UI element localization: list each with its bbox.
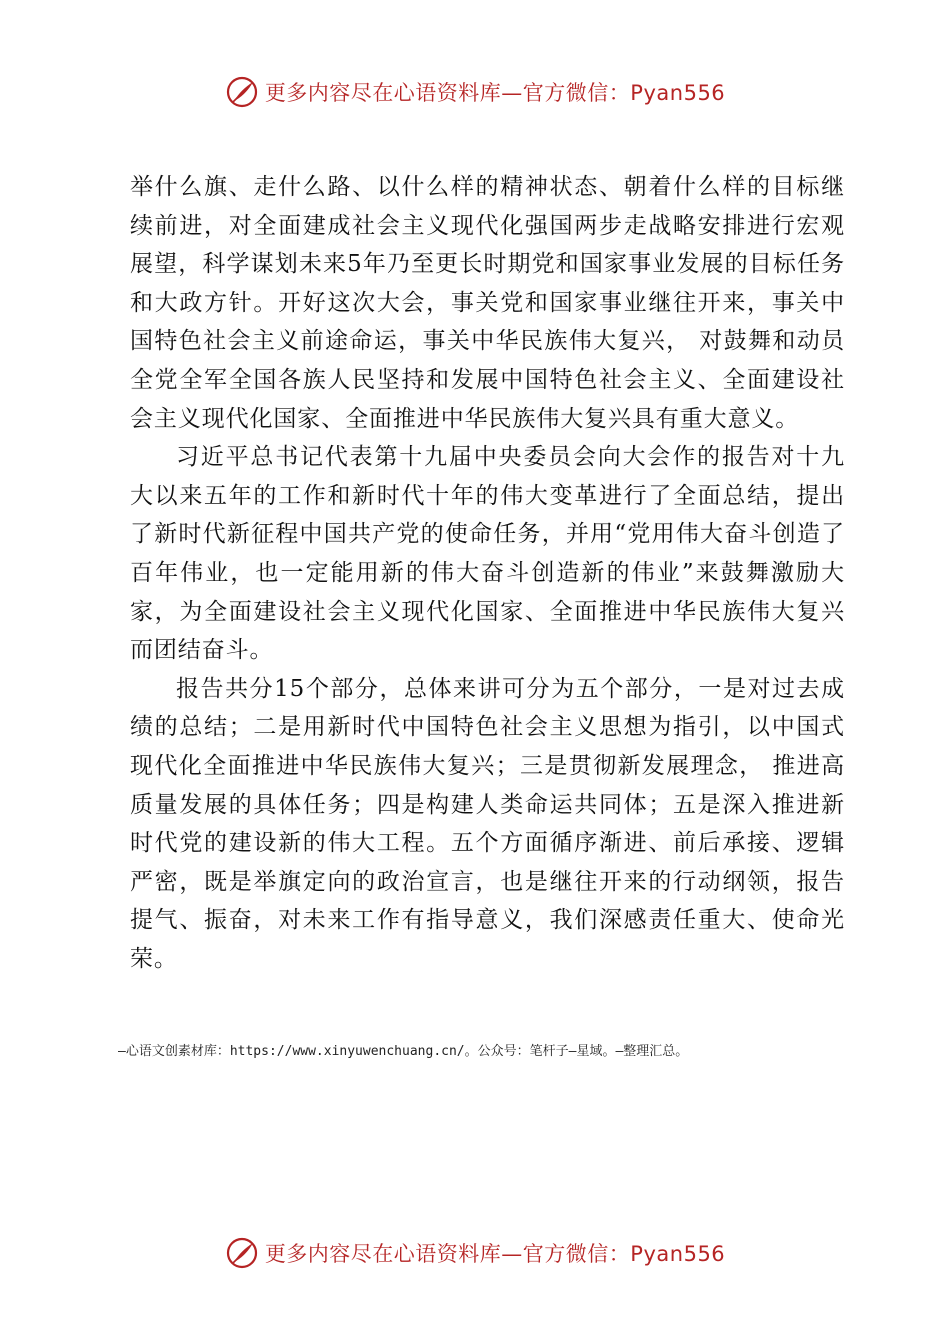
footer-banner-text: 更多内容尽在心语资料库—官方微信：Pyan556 [264,1242,726,1266]
header-banner-text: 更多内容尽在心语资料库—官方微信：Pyan556 [264,81,726,105]
pen-feather-logo-icon [225,75,259,109]
paragraph-3: 报告共分15个部分，总体来讲可分为五个部分，一是对过去成绩的总结；二是用新时代中国特色社会主义思想为指引，以中国式现代化全面推进中华民族伟大复兴；三是贯彻新发展理念， 推进高质量发展的具体任务；四是构建人类命运共同体；五是深入推进新时代党的建设新的伟大工程。五个方面循序渐进、前后承接、逻辑严密，既是举旗定向的政治宣言，也是继往开来的行动纲领，报告提气、振奋，对未来工作有指导意义，我们深感责任重大、使命光荣。 [130,675,845,972]
paragraph-2: 习近平总书记代表第十九届中央委员会向大会作的报告对十九大以来五年的工作和新时代十年的伟大变革进行了全面总结，提出了新时代新征程中国共产党的使命任务，并用“党用伟大奋斗创造了百年伟业，也一定能用新的伟大奋斗创造新的伟业”来鼓舞激励大家，为全面建设社会主义现代化国家、全面推进中华民族伟大复兴而团结奋斗。 [130,444,845,664]
pen-feather-logo-icon [225,1236,259,1270]
header-banner [0,70,950,114]
source-note: —心语文创素材库：https://www.xinyuwenchuang.cn/。公众号：笔杆子—星域。—整理汇总。 [118,1044,689,1059]
document-body [130,168,845,978]
paragraph-1: 举什么旗、走什么路、以什么样的精神状态、朝着什么样的目标继续前进，对全面建成社会主义现代化强国两步走战略安排进行宏观展望，科学谋划未来5年乃至更长时期党和国家事业发展的目标任务和大政方针。开好这次大会，事关党和国家事业继往开来，事关中国特色社会主义前途命运，事关中华民族伟大复兴， 对鼓舞和动员全党全军全国各族人民坚持和发展中国特色社会主义、全面建设社会主义现代化国家、全面推进中华民族伟大复兴具有重大意义。 [130,174,845,432]
footer-banner [0,1231,950,1275]
